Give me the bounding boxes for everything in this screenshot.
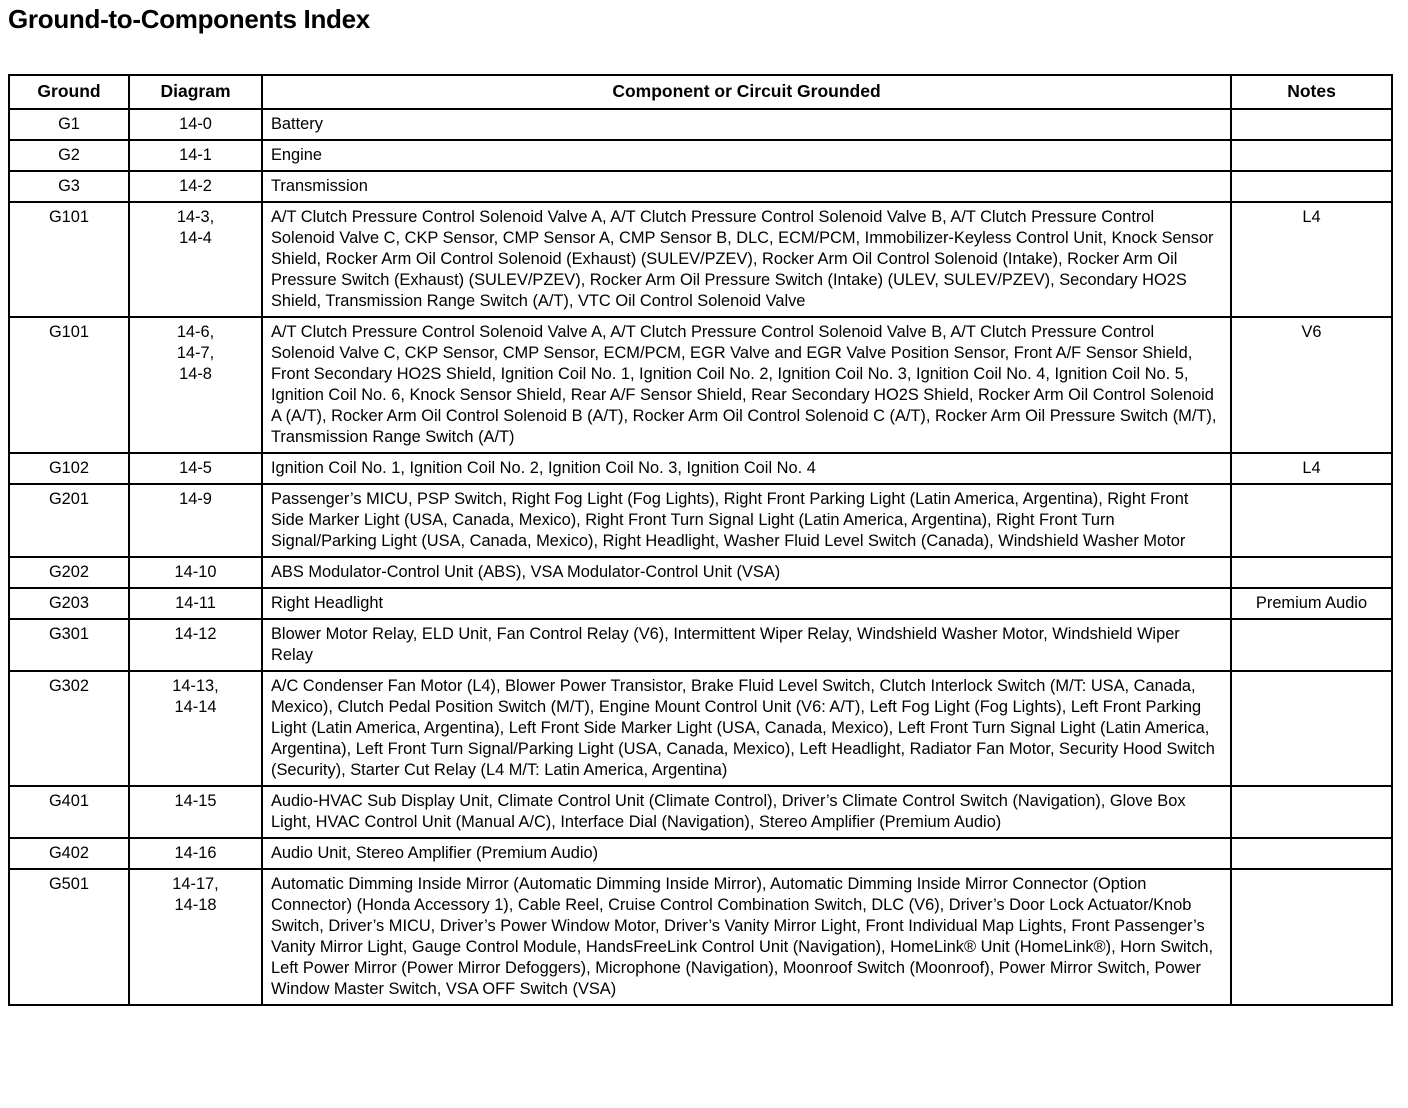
column-header-component: Component or Circuit Grounded (262, 75, 1231, 109)
notes-cell (1231, 786, 1392, 838)
ground-cell: G302 (9, 671, 129, 786)
diagram-cell: 14-0 (129, 109, 262, 140)
table-row (9, 109, 1392, 140)
diagram-cell: 14-11 (129, 588, 262, 619)
notes-cell (1231, 140, 1392, 171)
diagram-cell: 14-17, 14-18 (129, 869, 262, 1005)
table-row (9, 140, 1392, 171)
diagram-cell: 14-6, 14-7, 14-8 (129, 317, 262, 453)
diagram-cell: 14-1 (129, 140, 262, 171)
notes-cell: Premium Audio (1231, 588, 1392, 619)
diagram-cell: 14-2 (129, 171, 262, 202)
table-row (9, 838, 1392, 869)
table-row (9, 317, 1392, 453)
ground-cell: G1 (9, 109, 129, 140)
ground-cell: G301 (9, 619, 129, 671)
notes-cell (1231, 484, 1392, 557)
ground-index-table (8, 74, 1393, 1006)
ground-cell: G402 (9, 838, 129, 869)
ground-cell: G3 (9, 171, 129, 202)
column-header-ground: Ground (9, 75, 129, 109)
table-row (9, 786, 1392, 838)
diagram-cell: 14-3, 14-4 (129, 202, 262, 317)
table-row (9, 671, 1392, 786)
ground-cell: G101 (9, 202, 129, 317)
notes-cell (1231, 109, 1392, 140)
column-header-notes: Notes (1231, 75, 1392, 109)
table-header-row (9, 75, 1392, 109)
component-cell: Ignition Coil No. 1, Ignition Coil No. 2, Ignition Coil No. 3, Ignition Coil No. 4 (262, 453, 1231, 484)
notes-cell: L4 (1231, 202, 1392, 317)
component-cell: A/T Clutch Pressure Control Solenoid Valve A, A/T Clutch Pressure Control Solenoid Valve B, A/T Clutch Pressure Control Solenoid Valve C, CKP Sensor, CMP Sensor, ECM/PCM, EGR Valve and EGR Valve Position Sensor, Front A/F Sensor Shield, Front Secondary HO2S Shield, Ignition Coil No. 1, Ignition Coil No. 2, Ignition Coil No. 3, Ignition Coil No. 4, Ignition Coil No. 5, Ignition Coil No. 6, Knock Sensor Shield, Rear A/F Sensor Shield, Rear Secondary HO2S Shield, Rocker Arm Oil Control Solenoid A (A/T), Rocker Arm Oil Control Solenoid B (A/T), Rocker Arm Oil Control Solenoid C (A/T), Rocker Arm Oil Pressure Switch (M/T), Transmission Range Switch (A/T) (262, 317, 1231, 453)
ground-cell: G101 (9, 317, 129, 453)
component-cell: Right Headlight (262, 588, 1231, 619)
component-cell: Engine (262, 140, 1231, 171)
notes-cell (1231, 869, 1392, 1005)
notes-cell (1231, 671, 1392, 786)
component-cell: Automatic Dimming Inside Mirror (Automatic Dimming Inside Mirror), Automatic Dimming Inside Mirror Connector (Option Connector) (Honda Accessory 1), Cable Reel, Cruise Control Combination Switch, DLC (V6), Driver’s Door Lock Actuator/Knob Switch, Driver’s MICU, Driver’s Power Window Motor, Driver’s Vanity Mirror Light, Front Individual Map Lights, Front Passenger’s Vanity Mirror Light, Gauge Control Module, HandsFreeLink Control Unit (Navigation), HomeLink® Unit (HomeLink®), Horn Switch, Left Power Mirror (Power Mirror Defoggers), Microphone (Navigation), Moonroof Switch (Moonroof), Power Mirror Switch, Power Window Master Switch, VSA OFF Switch (VSA) (262, 869, 1231, 1005)
component-cell: Battery (262, 109, 1231, 140)
table-row (9, 869, 1392, 1005)
notes-cell (1231, 171, 1392, 202)
ground-cell: G202 (9, 557, 129, 588)
notes-cell (1231, 619, 1392, 671)
component-cell: Transmission (262, 171, 1231, 202)
ground-cell: G401 (9, 786, 129, 838)
table-row (9, 171, 1392, 202)
component-cell: Passenger’s MICU, PSP Switch, Right Fog Light (Fog Lights), Right Front Parking Light (Latin America, Argentina), Right Front Side Marker Light (USA, Canada, Mexico), Right Front Turn Signal Light (Latin America, Argentina), Right Front Turn Signal/Parking Light (USA, Canada, Mexico), Right Headlight, Washer Fluid Level Switch (Canada), Windshield Washer Motor (262, 484, 1231, 557)
diagram-cell: 14-16 (129, 838, 262, 869)
notes-cell: V6 (1231, 317, 1392, 453)
ground-cell: G102 (9, 453, 129, 484)
diagram-cell: 14-9 (129, 484, 262, 557)
component-cell: ABS Modulator-Control Unit (ABS), VSA Modulator-Control Unit (VSA) (262, 557, 1231, 588)
table-row (9, 453, 1392, 484)
table-row (9, 619, 1392, 671)
component-cell: Blower Motor Relay, ELD Unit, Fan Control Relay (V6), Intermittent Wiper Relay, Windshield Washer Motor, Windshield Wiper Relay (262, 619, 1231, 671)
component-cell: A/C Condenser Fan Motor (L4), Blower Power Transistor, Brake Fluid Level Switch, Clutch Interlock Switch (M/T: USA, Canada, Mexico), Clutch Pedal Position Switch (M/T), Engine Mount Control Unit (V6: A/T), Left Fog Light (Fog Lights), Left Front Parking Light (Latin America, Argentina), Left Front Side Marker Light (USA, Canada, Mexico), Left Front Turn Signal Light (Latin America, Argentina), Left Front Turn Signal/Parking Light (USA, Canada, Mexico), Left Headlight, Radiator Fan Motor, Security Hood Switch (Security), Starter Cut Relay (L4 M/T: Latin America, Argentina) (262, 671, 1231, 786)
ground-cell: G203 (9, 588, 129, 619)
ground-cell: G501 (9, 869, 129, 1005)
diagram-cell: 14-13, 14-14 (129, 671, 262, 786)
table-row (9, 588, 1392, 619)
diagram-cell: 14-10 (129, 557, 262, 588)
ground-cell: G2 (9, 140, 129, 171)
ground-cell: G201 (9, 484, 129, 557)
component-cell: Audio-HVAC Sub Display Unit, Climate Control Unit (Climate Control), Driver’s Climate Control Switch (Navigation), Glove Box Light, HVAC Control Unit (Manual A/C), Interface Dial (Navigation), Stereo Amplifier (Premium Audio) (262, 786, 1231, 838)
column-header-diagram: Diagram (129, 75, 262, 109)
table-row (9, 557, 1392, 588)
table-row (9, 484, 1392, 557)
notes-cell: L4 (1231, 453, 1392, 484)
page-title: Ground-to-Components Index (8, 4, 370, 34)
diagram-cell: 14-12 (129, 619, 262, 671)
notes-cell (1231, 838, 1392, 869)
component-cell: A/T Clutch Pressure Control Solenoid Valve A, A/T Clutch Pressure Control Solenoid Valve B, A/T Clutch Pressure Control Solenoid Valve C, CKP Sensor, CMP Sensor A, CMP Sensor B, DLC, ECM/PCM, Immobilizer-Keyless Control Unit, Knock Sensor Shield, Rocker Arm Oil Control Solenoid (Exhaust) (SULEV/PZEV), Rocker Arm Oil Control Solenoid (Intake), Rocker Arm Oil Pressure Switch (Exhaust) (SULEV/PZEV), Rocker Arm Oil Pressure Switch (Intake) (ULEV, SULEV/PZEV), Secondary HO2S Shield, Transmission Range Switch (A/T), VTC Oil Control Solenoid Valve (262, 202, 1231, 317)
diagram-cell: 14-5 (129, 453, 262, 484)
table-row (9, 202, 1392, 317)
diagram-cell: 14-15 (129, 786, 262, 838)
notes-cell (1231, 557, 1392, 588)
component-cell: Audio Unit, Stereo Amplifier (Premium Audio) (262, 838, 1231, 869)
